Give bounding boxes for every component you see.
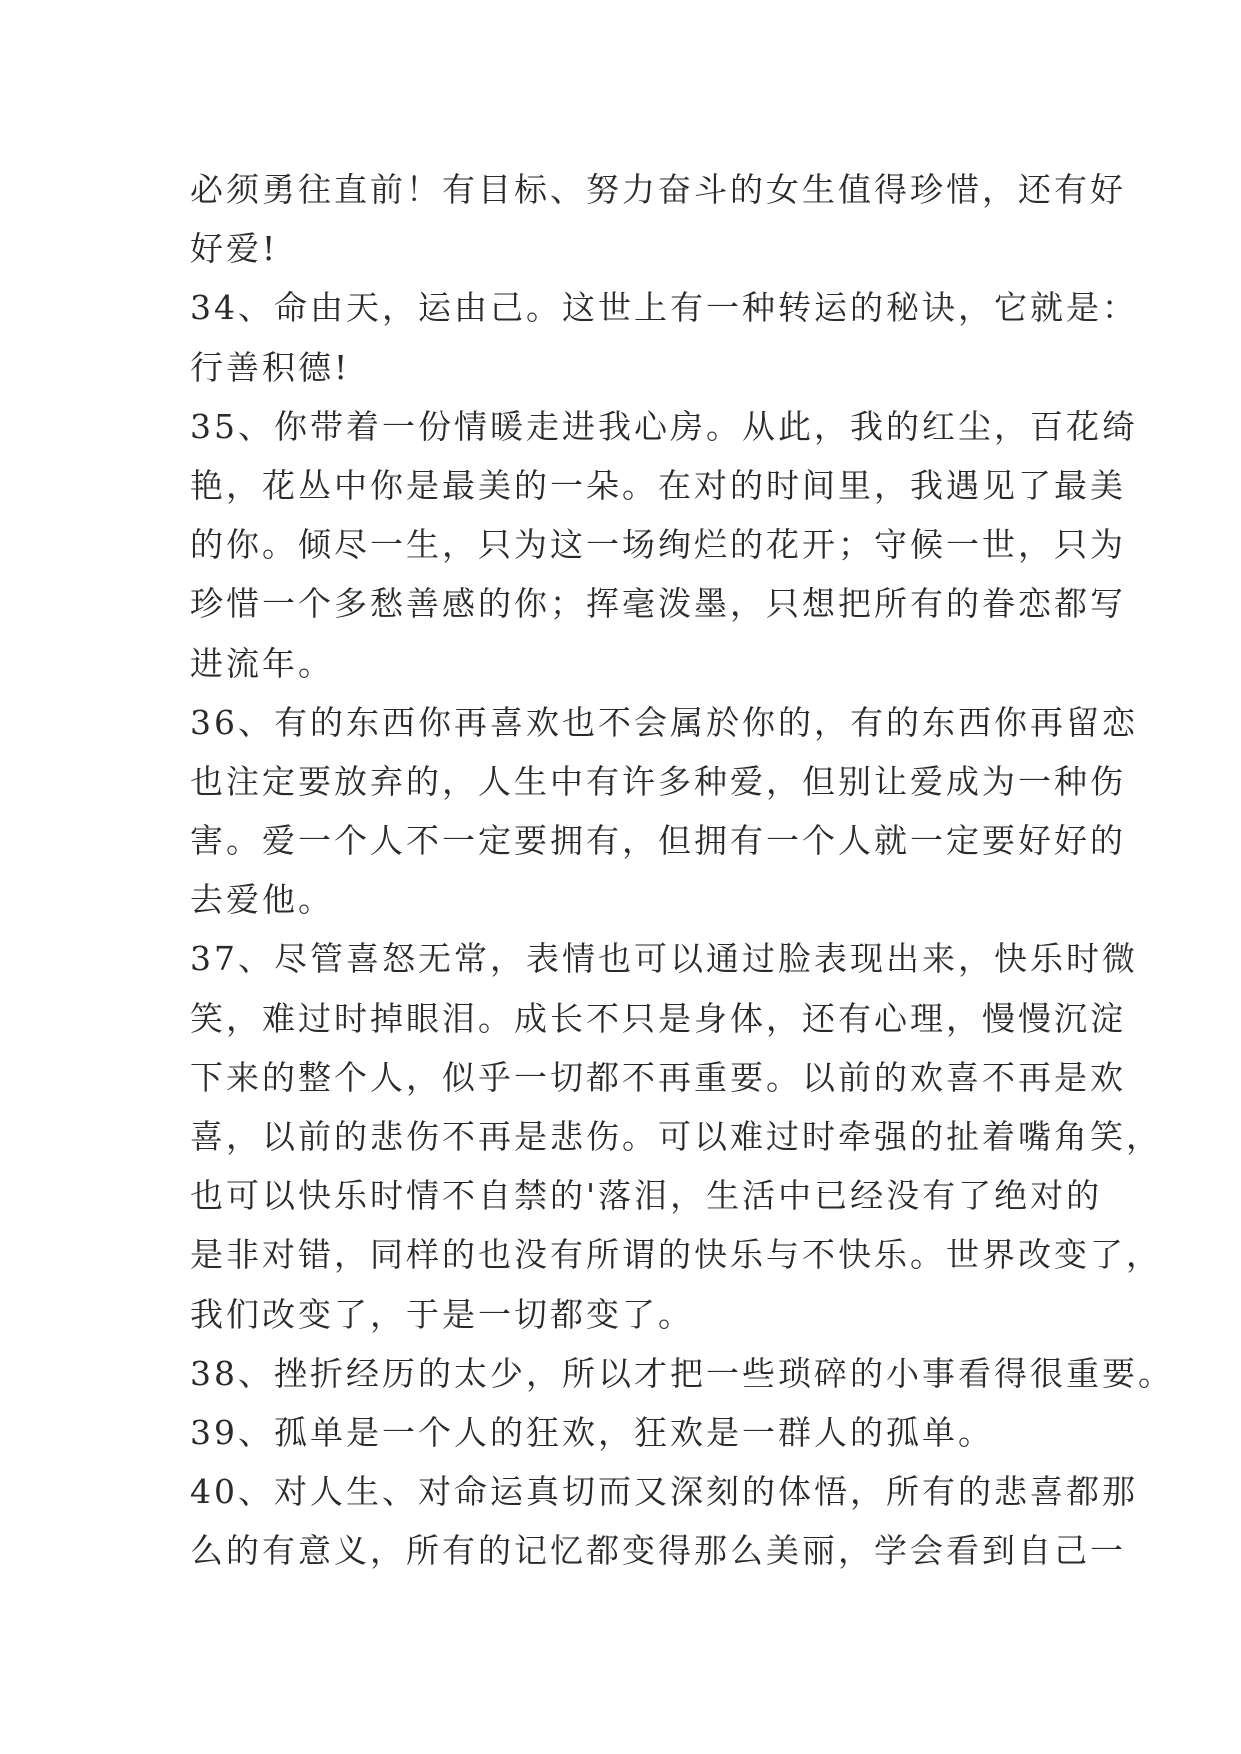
- text-line: 34、命由天，运由己。这世上有一种转运的秘诀，它就是：: [190, 288, 1138, 328]
- text-line: 35、你带着一份情暖走进我心房。从此，我的红尘，百花绮: [190, 406, 1138, 446]
- text-line: 艳，花丛中你是最美的一朵。在对的时间里，我遇见了最美: [190, 465, 1126, 505]
- text-line: 行善积德!: [190, 347, 351, 387]
- text-line: 进流年。: [190, 643, 334, 683]
- text-line: 是非对错，同样的也没有所谓的快乐与不快乐。世界改变了，: [190, 1235, 1162, 1275]
- text-line: 36、有的东西你再喜欢也不会属於你的，有的东西你再留恋: [190, 702, 1138, 742]
- text-line: 也可以快乐时情不自禁的'落泪，生活中已经没有了绝对的: [190, 1176, 1103, 1216]
- text-line: 笑，难过时掉眼泪。成长不只是身体，还有心理，慢慢沉淀: [190, 998, 1126, 1038]
- body-text: [190, 160, 1174, 1581]
- text-line: 下来的整个人，似乎一切都不再重要。以前的欢喜不再是欢: [190, 1057, 1126, 1097]
- text-line: 37、尽管喜怒无常，表情也可以通过脸表现出来，快乐时微: [190, 939, 1138, 979]
- text-line: 去爱他。: [190, 880, 334, 920]
- text-line: 害。爱一个人不一定要拥有，但拥有一个人就一定要好好的: [190, 821, 1126, 861]
- text-line: 40、对人生、对命运真切而又深刻的体悟，所有的悲喜都那: [190, 1472, 1138, 1512]
- text-line: 珍惜一个多愁善感的你；挥毫泼墨，只想把所有的眷恋都写: [190, 584, 1126, 624]
- text-line: 39、孤单是一个人的狂欢，狂欢是一群人的孤单。: [190, 1412, 994, 1452]
- text-line: 喜，以前的悲伤不再是悲伤。可以难过时牵强的扯着嘴角笑，: [190, 1117, 1162, 1156]
- text-line: 么的有意义，所有的记忆都变得那么美丽，学会看到自己一: [190, 1531, 1126, 1571]
- text-line: 38、挫折经历的太少，所以才把一些琐碎的小事看得很重要。: [190, 1353, 1174, 1393]
- text-line: 好爱!: [190, 229, 279, 269]
- text-line: 也注定要放弃的，人生中有许多种爱，但别让爱成为一种伤: [190, 761, 1126, 801]
- text-line: 我们改变了，于是一切都变了。: [190, 1294, 694, 1334]
- text-line: 必须勇往直前！有目标、努力奋斗的女生值得珍惜，还有好: [190, 170, 1126, 209]
- text-line: 的你。倾尽一生，只为这一场绚烂的花开；守候一世，只为: [190, 525, 1126, 565]
